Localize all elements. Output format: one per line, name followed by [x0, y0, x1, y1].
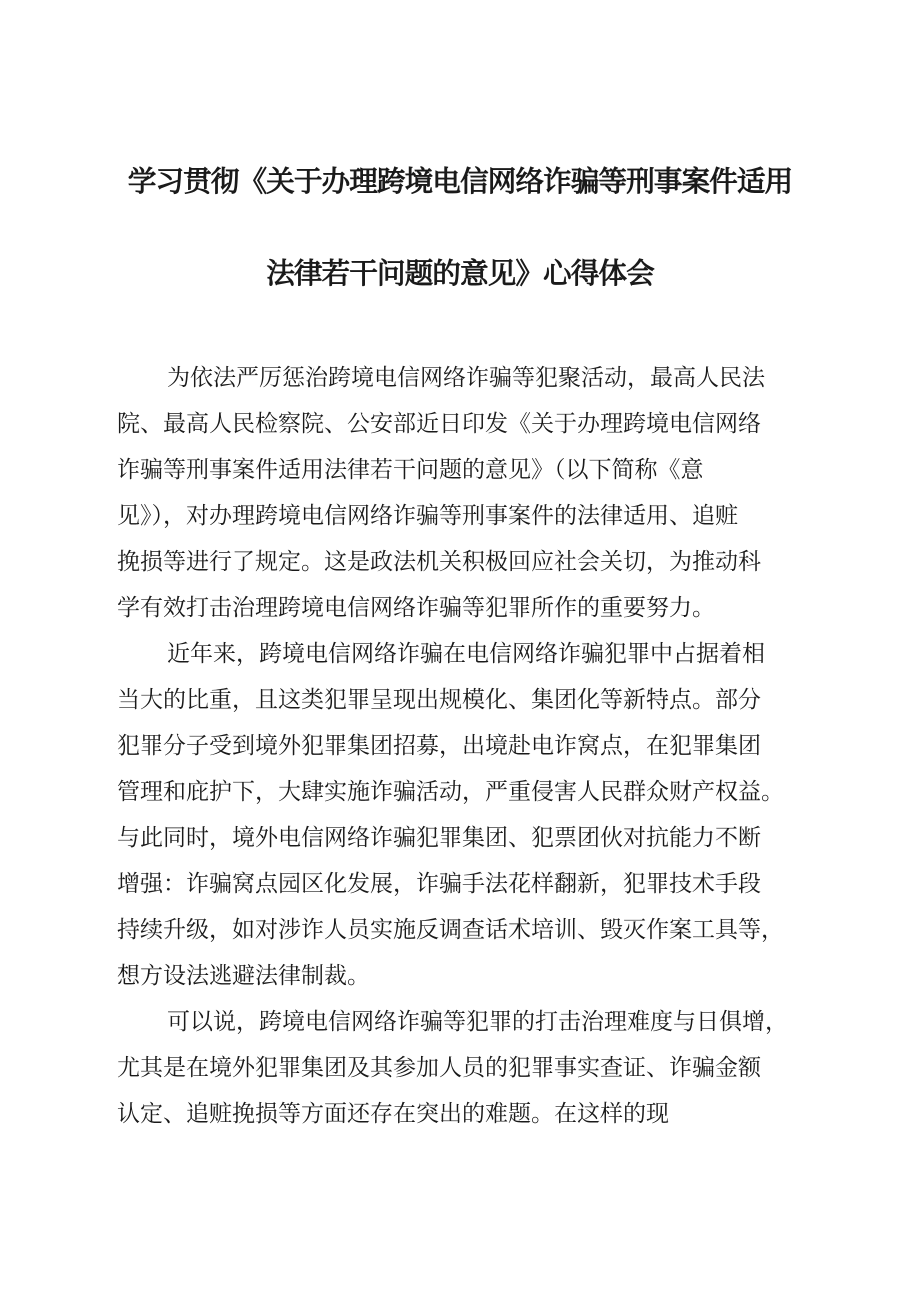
text-line: 见》），对办理跨境电信网络诈骗等刑事案件的法律适用、追赃 [117, 503, 738, 529]
text-line: 学有效打击治理跨境电信网络诈骗等犯罪所作的重要努力。 [117, 595, 715, 621]
text-line: 与此同时，境外电信网络诈骗犯罪集团、犯票团伙对抗能力不断 [117, 825, 761, 851]
text-line: 尤其是在境外犯罪集团及其参加人员的犯罪事实查证、诈骗金额 [117, 1055, 761, 1081]
document-title-line-2: 法律若干问题的意见》心得体会 [266, 256, 654, 290]
document-title-line-1: 学习贯彻《关于办理跨境电信网络诈骗等刑事案件适用 [127, 164, 793, 198]
text-line: 增强：诈骗窝点园区化发展，诈骗手法花样翻新，犯罪技术手段 [117, 871, 761, 897]
text-line: 院、最高人民检察院、公安部近日印发《关于办理跨境电信网络 [117, 411, 761, 437]
text-line: 想方设法逃避法律制裁。 [117, 963, 370, 989]
text-line: 持续升级，如对涉诈人员实施反调查话术培训、毁灭作案工具等， [117, 917, 784, 943]
text-line: 诈骗等刑事案件适用法律若干问题的意见》（以下简称《意 [117, 457, 704, 483]
text-line: 认定、追赃挽损等方面还存在突出的难题。在这样的现 [117, 1101, 669, 1127]
text-line: 挽损等进行了规定。这是政法机关积极回应社会关切，为推动科 [117, 549, 761, 575]
text-line: 近年来，跨境电信网络诈骗在电信网络诈骗犯罪中占据着相 [167, 641, 765, 667]
text-line: 犯罪分子受到境外犯罪集团招募，出境赴电诈窝点，在犯罪集团 [117, 733, 761, 759]
text-line: 当大的比重，且这类犯罪呈现出规模化、集团化等新特点。部分 [117, 687, 761, 713]
text-line: 管理和庇护下，大肆实施诈骗活动，严重侵害人民群众财产权益。 [117, 779, 784, 805]
text-line: 为依法严厉惩治跨境电信网络诈骗等犯聚活动，最高人民法 [167, 365, 765, 391]
text-line: 可以说，跨境电信网络诈骗等犯罪的打击治理难度与日俱增， [167, 1009, 788, 1035]
